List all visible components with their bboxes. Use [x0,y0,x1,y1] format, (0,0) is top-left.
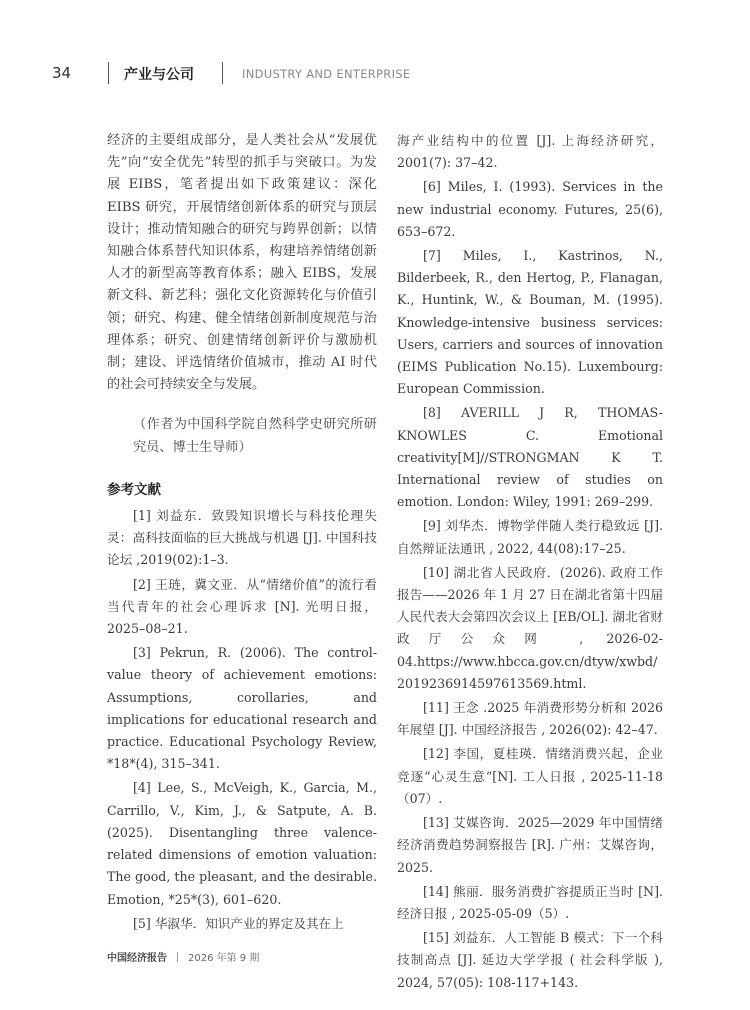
reference-item: [9] 刘华杰．博物学伴随人类行稳致远 [J]. 自然辩证法通讯 , 2022, 44(08):17–25. [397,518,663,556]
page-header [0,62,750,88]
reference-item: [7] Miles, I., Kastrinos, N., Bilderbeek, R., den Hertog, P., Flanagan, K., Huntink, W., & Bouman, M. (1995). Knowledge-intensive business services: Users, carriers and sources of innovation (EIMS Publication No.15). Luxembourg: European Commission. [397,248,663,397]
references-heading: 参考文献 [107,481,161,498]
body-paragraph: 经济的主要组成部分，是人类社会从“发展优先”向“安全优先”转型的抓手与突破口。为发展 EIBS，笔者提出如下政策建议：深化 EIBS 研究，开展情绪创新体系的研究与顶层设计；推动情知融合的研究与跨界创新；以情知融合体系替代知识体系，构建培养情绪创新人才的新型高等教育体系；融入 EIBS，发展新文科、新艺科；强化文化资源转化与价值引领；研究、构建、健全情绪创新制度规范与治理体系；研究、创建情绪创新评价与激励机制；建设、评选情绪价值城市，推动 AI 时代的社会可持续安全与发展。 [107,133,377,393]
header-divider [222,62,223,84]
footer-divider [177,952,178,962]
journal-name: 中国经济报告 [107,953,167,964]
reference-item: [12] 李国，夏桂瑛．情绪消费兴起，企业竞逐“心灵生意”[N]. 工人日报 , 2025-11-18（07）. [397,746,663,806]
reference-item: [11] 王念 .2025 年消费形势分析和 2026 年展望 [J]. 中国经济报告 , 2026(02): 42–47. [397,700,663,738]
reference-item: [13] 艾媒咨询．2025—2029 年中国情绪经济消费趋势洞察报告 [R]. 广州：艾媒咨询，2025. [397,815,663,875]
reference-item: [4] Lee, S., McVeigh, K., Garcia, M., Carrillo, V., Kim, J., & Satpute, A. B. (2025). Disentangling three valence-related dimensions of emotion valuation: The good, the pleasant, and the desirable. Emotion, *25*(3), 601–620. [107,780,377,907]
reference-item: [3] Pekrun, R. (2006). The control-value theory of achievement emotions: Assumptions, corollaries, and implications for educational research and practice. Educational Psychology Review, *18*(4), 315–341. [107,645,377,772]
references-list-left [107,505,377,935]
page-footer [107,949,259,964]
header-divider [108,62,109,84]
right-column [397,130,663,996]
reference-item: 海产业结构中的位置 [J]. 上海经济研究，2001(7): 37–42. [397,133,663,171]
author-note: （作者为中国科学院自然科学史研究所研究员、博士生导师） [133,417,377,455]
reference-item: [10] 湖北省人民政府．(2026). 政府工作报告——2026 年 1 月 27 日在湖北省第十四届人民代表大会第四次会议上 [EB/OL]. 湖北省财政厅公众网 , 2026-02-04.https://www.hbcca.gov.cn/dtyw/xwbd/2019236914597613569.html. [397,564,663,691]
reference-item: [8] AVERILL J R, THOMAS-KNOWLES C. Emotional creativity[M]//STRONGMAN K T. International review of studies on emotion. London: Wiley, 1991: 269–299. [397,405,663,510]
section-title-cn: 产业与公司 [124,67,194,83]
page-number: 34 [52,64,72,82]
issue-number: 2026 年第 9 期 [188,953,260,964]
reference-item: [1] 刘益东．致毁知识增长与科技伦理失灵：高科技面临的巨大挑战与机遇 [J]. 中国科技论坛 ,2019(02):1–3. [107,508,377,568]
reference-item: [14] 熊丽．服务消费扩容提质正当时 [N]. 经济日报 , 2025-05-09（5）. [397,883,663,921]
section-title-en: INDUSTRY AND ENTERPRISE [242,67,411,81]
reference-item: [6] Miles, I. (1993). Services in the new industrial economy. Futures, 25(6), 653–672. [397,179,663,239]
reference-item: [5] 华淑华．知识产业的界定及其在上 [133,915,344,931]
reference-item: [2] 王琏，冀文亚．从“情绪价值”的流行看当代青年的社会心理诉求 [N]. 光明日报，2025–08–21. [107,576,377,637]
reference-item: [15] 刘益东．人工智能 B 模式：下一个科技制高点 [J]. 延边大学学报 ( 社会科学版 ), 2024, 57(05): 108-117+143. [397,930,663,990]
left-column [107,130,377,937]
references-list-right [397,130,663,994]
